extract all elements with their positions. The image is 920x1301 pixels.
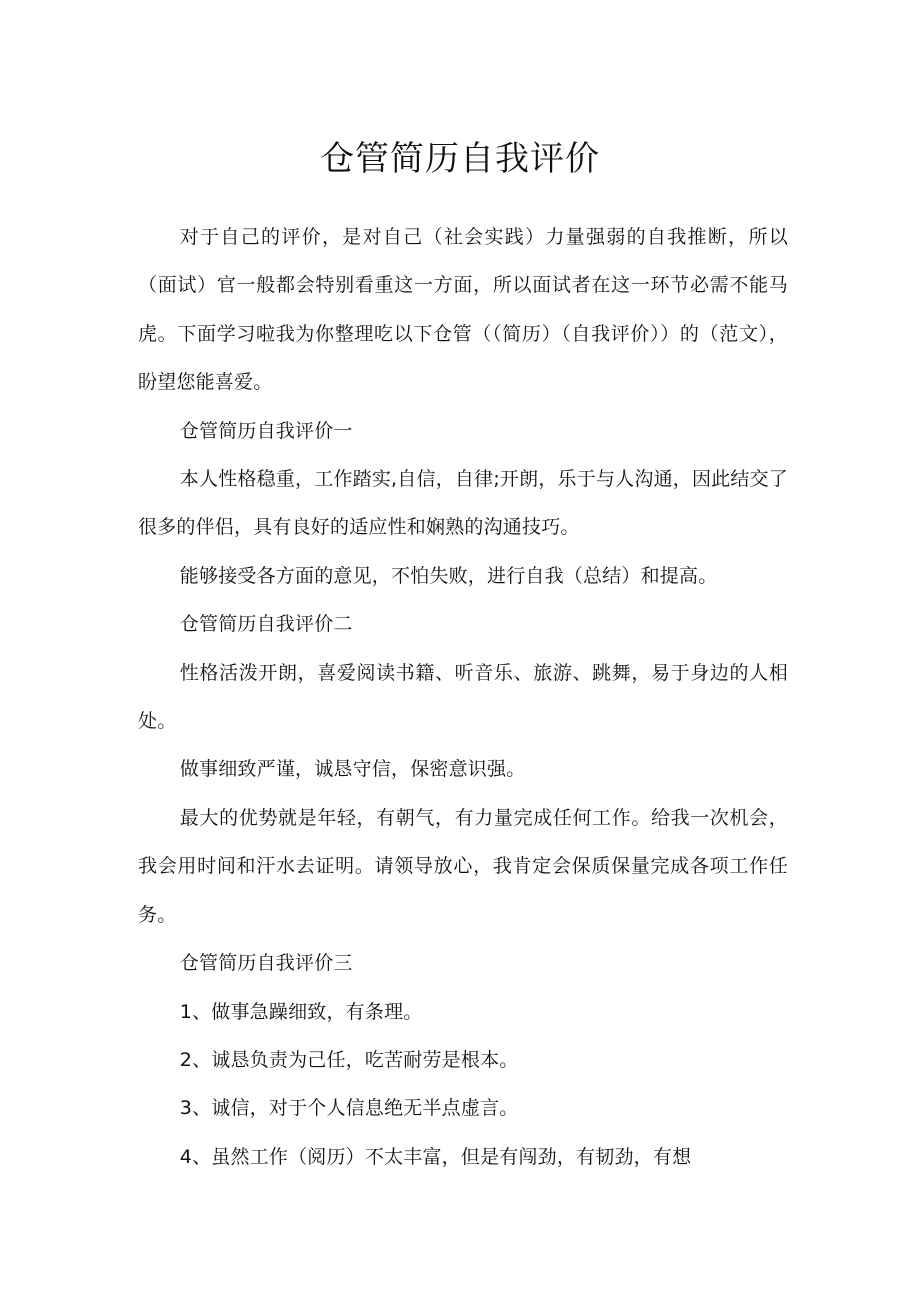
document-title: 仓管简历自我评价: [320, 139, 600, 179]
list-item: 2、诚恳负责为己任，吃苦耐劳是根本。: [179, 1048, 519, 1071]
body-paragraph: 本人性格稳重，工作踏实,自信，自律;开朗，乐于与人沟通，因此结交了很多的伴侣，具有良好的适应性和娴熟的沟通技巧。: [138, 468, 788, 539]
section-heading-3: 仓管简历自我评价三: [179, 952, 353, 975]
body-paragraph: 最大的优势就是年轻，有朝气，有力量完成任何工作。给我一次机会，我会用时间和汗水去证明。请领导放心，我肯定会保质保量完成各项工作任务。: [138, 806, 788, 926]
document-body: [138, 213, 788, 1181]
intro-paragraph: 对于自己的评价，是对自己（社会实践）力量强弱的自我推断，所以（面试）官一般都会特别看重这一方面，所以面试者在这一环节必需不能马虎。下面学习啦我为你整理吃以下仓管（（简历）（自我评价））的（范文），盼望您能喜爱。: [138, 226, 788, 394]
body-paragraph: 能够接受各方面的意见，不怕失败，进行自我（总结）和提高。: [179, 564, 718, 587]
list-item: 1、做事急躁细致，有条理。: [179, 1000, 423, 1023]
list-item: 4、虽然工作（阅历）不太丰富，但是有闯劲，有韧劲，有想: [179, 1145, 692, 1168]
body-paragraph: 做事细致严谨，诚恳守信，保密意识强。: [179, 758, 526, 781]
section-heading-1: 仓管简历自我评价一: [179, 419, 353, 442]
body-paragraph: 性格活泼开朗，喜爱阅读书籍、听音乐、旅游、跳舞，易于身边的人相处。: [138, 661, 788, 733]
list-item: 3、诚信，对于个人信息绝无半点虚言。: [179, 1097, 519, 1120]
section-heading-2: 仓管简历自我评价二: [179, 613, 353, 636]
